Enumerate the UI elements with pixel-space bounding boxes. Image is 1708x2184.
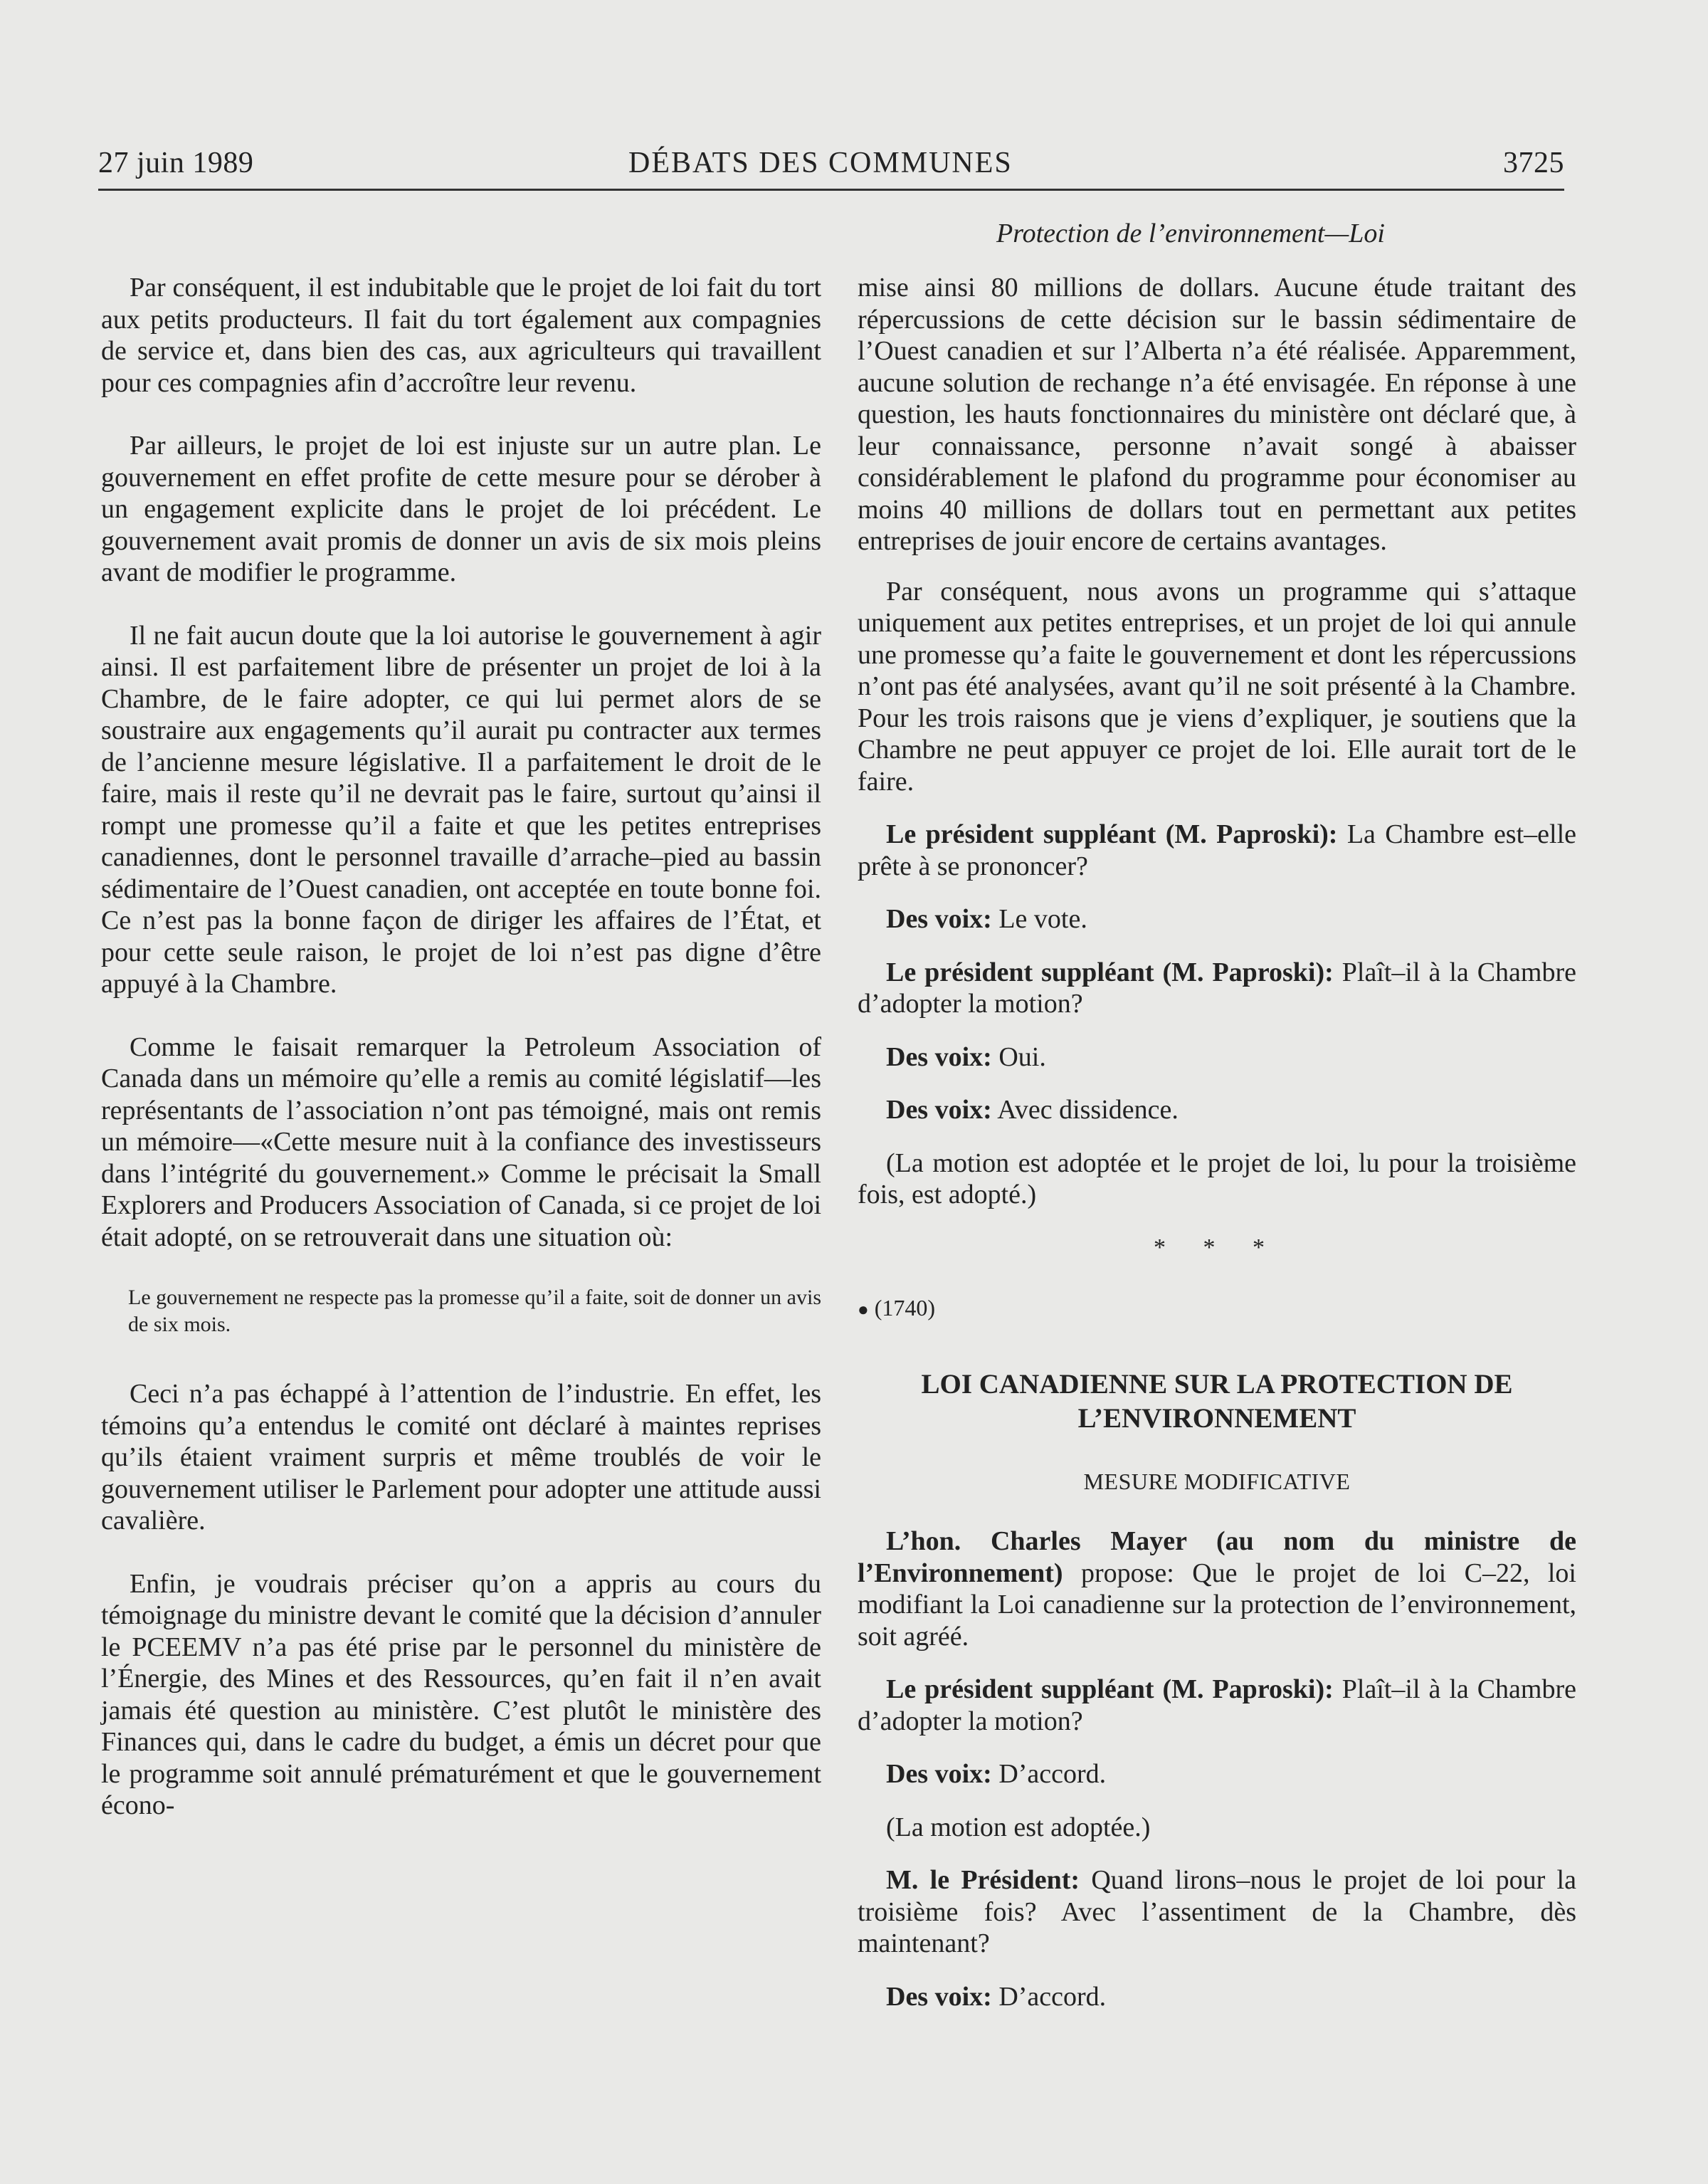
speech-turn	[858, 1864, 1576, 1960]
timestamp-text: (1740)	[874, 1295, 936, 1321]
speech-text: D’accord.	[991, 1981, 1107, 2012]
speaker-name: L’hon. Charles Mayer (au nom du ministre de l’Environnement)	[858, 1526, 1576, 1588]
speaker-name: M. le Président:	[886, 1865, 1080, 1895]
speech-text: Plaît–il à la Chambre d’adopter la motion?	[858, 1674, 1577, 1736]
speech-text: Quand lirons–nous le projet de loi pour la troisième fois? Avec l’assentiment de la Chambre, dès maintenant?	[858, 1865, 1576, 1958]
left-column	[101, 272, 821, 1853]
speech-text: Avec dissidence.	[991, 1095, 1179, 1125]
paragraph: Ceci n’a pas échappé à l’attention de l’industrie. En effet, les témoins qu’a entendus le comité ont déclaré à maintes reprises qu’ils étaient vraiment surpris et même troublés de voir le gouvernement utiliser le Parlement pour adopter une attitude aussi cavalière.	[101, 1379, 821, 1535]
paragraph: Par conséquent, nous avons un programme qui s’attaque uniquement aux petites entreprises, et un projet de loi qui annule une promesse qu’a faite le gouvernement et dont les répercussions n’ont pas été analysées, avant qu’il ne soit présenté à la Chambre. Pour les trois raisons que je viens d’expliquer, je soutiens que la Chambre ne peut appuyer ce projet de loi. Elle aurait tort de le faire.	[858, 576, 1576, 797]
paragraph-continuation: mise ainsi 80 millions de dollars. Aucune étude traitant des répercussions de cette décision sur le bassin sédimentaire de l’Ouest canadien et sur l’Alberta n’a été réalisée. Apparemment, aucune solution de rechange n’a été envisagée. En réponse à une question, les hauts fonctionnaires du ministère ont déclaré que, à leur connaissance, personne n’avait songé à abaisser considérablement le plafond du programme pour économiser au moins 40 millions de dollars tout en permettant aux petites entreprises de jouir encore de certains avantages.	[858, 273, 1576, 556]
paragraph: Comme le faisait remarquer la Petroleum Association of Canada dans un mémoire qu’elle a remis au comité législatif—les représentants de l’association n’ont pas témoigné, mais ont remis un mémoire—«Cette mesure nuit à la confiance des investisseurs dans l’intégrité du gouvernement.» Comme le précisait la Small Explorers and Producers Association of Canada, si ce projet de loi était adopté, on se retrouverait dans une situation où:	[101, 1031, 821, 1252]
speaker-name: Des voix:	[886, 1981, 992, 2012]
speech-turn	[858, 819, 1576, 882]
paragraph: Il ne fait aucun doute que la loi autorise le gouvernement à agir ainsi. Il est parfaitement libre de présenter un projet de loi à la Chambre, de le faire adopter, ce qui lui permet alors de se soustraire aux engagements qu’il aurait pu contracter aux termes de l’ancienne mesure législative. Il a parfaitement le droit de le faire, mais il reste qu’il ne devrait pas le faire, surtout qu’ainsi il rompt une promesse qu’il a faite et que les petites entreprises canadiennes, dont le personnel travaille d’arrache–pied au bassin sédimentaire de l’Ouest canadien, ont acceptée en toute bonne foi. Ce n’est pas la bonne façon de diriger les affaires de l’État, et pour cette seule raison, le projet de loi n’est pas digne d’être appuyé à la Chambre.	[101, 620, 821, 999]
speech-turn	[858, 1758, 1576, 1790]
speech-text: Le vote.	[991, 904, 1087, 934]
paragraph: Enfin, je voudrais préciser qu’on a appris au cours du témoignage du ministre devant le comité que la décision d’annuler le PCEEMV n’a pas été prise par le personnel du ministère de l’Énergie, des Mines et des Ressources, qu’en fait il n’en avait jamais été question au ministère. C’est plutôt le ministère des Finances qui, dans le cadre du budget, a émis un décret pour que le programme soit annulé prématurément et que le gouvernement écono-	[101, 1568, 821, 1820]
speech-turn	[858, 957, 1576, 1020]
subject-line: Protection de l’environnement—Loi	[996, 219, 1385, 248]
speech-turn	[858, 903, 1576, 935]
speech-turn	[858, 1041, 1576, 1073]
timestamp	[858, 1292, 1576, 1326]
speaker-name: Des voix:	[886, 1041, 992, 1072]
speech-turn	[858, 1526, 1576, 1652]
page-header	[98, 146, 1564, 191]
right-column	[858, 272, 1576, 2034]
section-separator: * * *	[1154, 1234, 1280, 1261]
speech-text: propose: Que le projet de loi C–22, loi modifiant la Loi canadienne sur la protection de l’environnement, soit agréé.	[858, 1558, 1576, 1652]
block-quote: Le gouvernement ne respecte pas la promesse qu’il a faite, soit de donner un avis de six mois.	[128, 1286, 821, 1336]
section-title: LOI CANADIENNE SUR LA PROTECTION DE L’ENVIRONNEMENT	[921, 1368, 1513, 1434]
speech-turn	[858, 1094, 1576, 1126]
speech-turn	[858, 1674, 1576, 1737]
speech-text: La Chambre est–elle prête à se prononcer?	[858, 819, 1576, 881]
speaker-name: Des voix:	[886, 1095, 992, 1125]
speaker-name: Le président suppléant (M. Paproski):	[886, 819, 1338, 849]
speech-text: Oui.	[991, 1041, 1046, 1072]
motion-result: (La motion est adoptée.)	[886, 1812, 1151, 1842]
speaker-name: Des voix:	[886, 1759, 992, 1789]
speech-turn	[858, 1981, 1576, 2013]
speaker-name: Le président suppléant (M. Paproski):	[886, 1674, 1334, 1704]
bullet-icon: ●	[858, 1299, 869, 1320]
motion-result: (La motion est adoptée et le projet de loi, lu pour la troisième fois, est adopté.)	[858, 1148, 1576, 1209]
speech-text: D’accord.	[991, 1759, 1107, 1789]
speaker-name: Le président suppléant (M. Paproski):	[886, 957, 1334, 987]
header-page-number: 3725	[1503, 147, 1564, 179]
paragraph: Par ailleurs, le projet de loi est injuste sur un autre plan. Le gouvernement en effet profite de cette mesure pour se dérober à un engagement explicite dans le projet de loi précédent. Le gouvernement avait promis de donner un avis de six mois pleins avant de modifier le programme.	[101, 431, 821, 587]
header-title: DÉBATS DES COMMUNES	[628, 147, 1013, 179]
section-subtitle: MESURE MODIFICATIVE	[1083, 1468, 1351, 1494]
header-date: 27 juin 1989	[98, 147, 254, 179]
speaker-name: Des voix:	[886, 904, 992, 934]
speech-text: Plaît–il à la Chambre d’adopter la motion?	[858, 957, 1577, 1019]
paragraph: Par conséquent, il est indubitable que le projet de loi fait du tort aux petits producteurs. Il fait du tort également aux compagnies de service et, dans bien des cas, aux agriculteurs qui travaillent pour ces compagnies afin d’accroître leur revenu.	[101, 273, 821, 398]
